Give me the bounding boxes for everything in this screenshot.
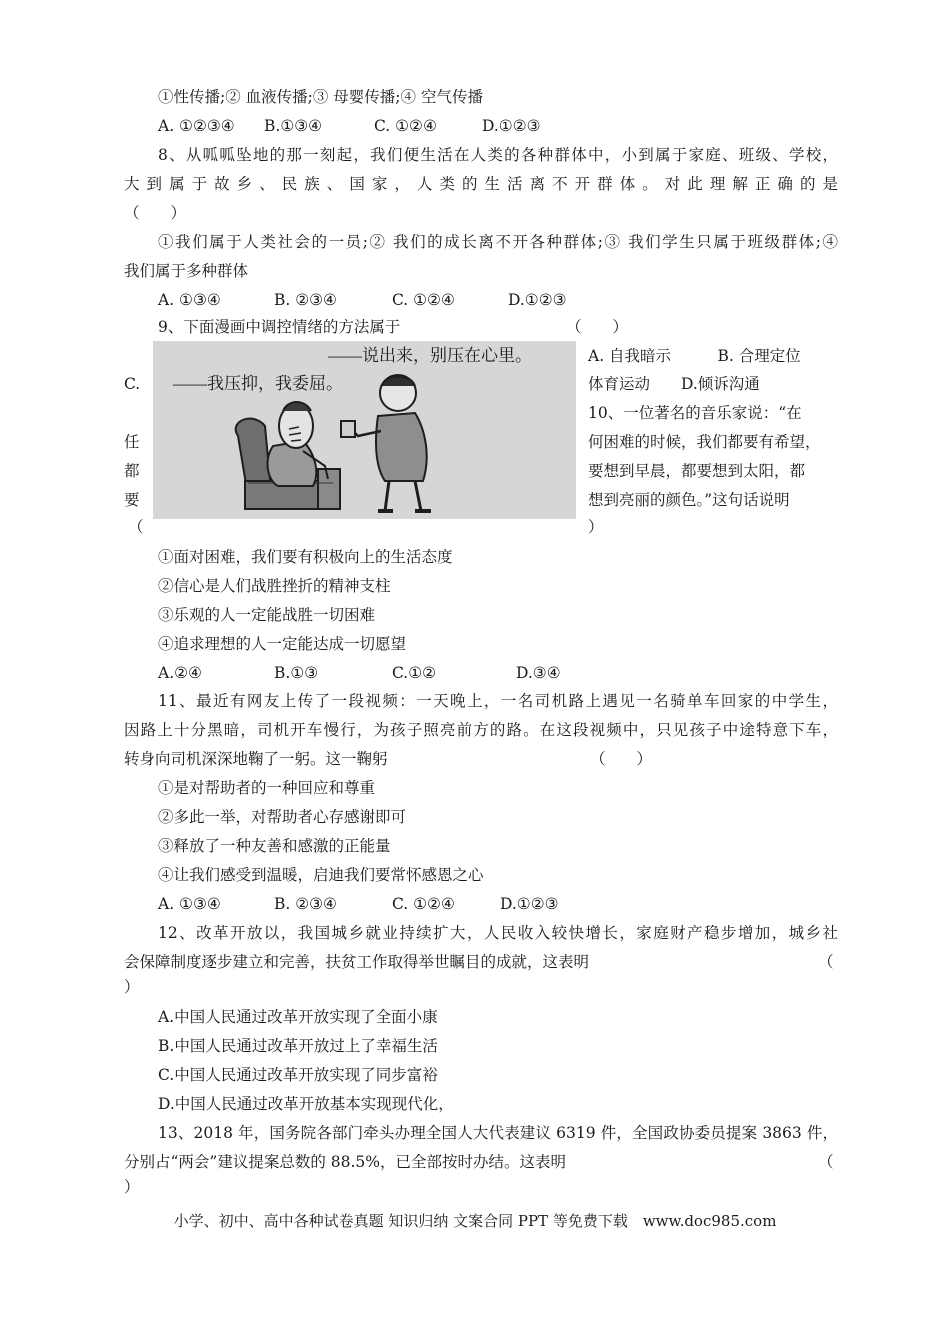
q10-item-3: ③乐观的人一定能战胜一切困难 [158,606,376,624]
q10-option-c[interactable]: C.①② [392,664,437,682]
q10-option-b[interactable]: B.①③ [274,664,319,682]
q9-speech-right: ——说出来，别压在心里。 [328,346,532,365]
q11-option-b[interactable]: B. ②③④ [274,895,337,913]
q11-item-4: ④让我们感受到温暖，启迪我们要常怀感恩之心 [158,866,484,884]
q12-option-d[interactable]: D.中国人民通过改革开放基本实现现代化， [158,1095,454,1113]
q11-stem-line2: 因路上十分黑暗，司机开车慢行，为孩子照亮前方的路。在这段视频中，只见孩子中途特意下车， [124,721,838,739]
q8-stem-line2: 大到属于故乡、民族、国家，人类的生活离不开群体。对此理解正确的是 [124,175,838,193]
q12-answer-paren-close[interactable]: ） [124,978,140,996]
q10-left-char-3: 要 [124,491,140,509]
q7-option-a[interactable]: A. ①②③④ [158,117,235,135]
q10-item-4: ④追求理想的人一定能达成一切愿望 [158,635,407,653]
q11-item-2: ②多此一举，对帮助者心存感谢即可 [158,808,407,826]
q12-stem-line1: 12、改革开放以，我国城乡就业持续扩大，人民收入较快增长，家庭财产稳步增加，城乡社 [158,924,838,942]
q10-option-d[interactable]: D.③④ [516,664,561,682]
q12-stem-line2: 会保障制度逐步建立和完善，扶贫工作取得举世瞩目的成就，这表明 [124,953,590,971]
q10-left-char-1: 任 [124,433,140,451]
q13-stem-line2: 分别占“两会”建议提案总数的 88.5%，已全部按时办结。这表明 [124,1153,567,1171]
q8-option-c[interactable]: C. ①②④ [392,291,455,309]
q11-answer-paren[interactable]: （ ） [590,750,653,768]
q9-options-line1[interactable]: A. 自我暗示 B. 合理定位 [588,347,801,365]
q11-option-a[interactable]: A. ①③④ [158,895,221,913]
q10-stem-line1: 10、一位著名的音乐家说：“在 [588,404,802,422]
q11-item-3: ③释放了一种友善和感激的正能量 [158,837,391,855]
q12-answer-paren-open[interactable]: （ [818,953,834,971]
q12-option-b[interactable]: B.中国人民通过改革开放过上了幸福生活 [158,1037,438,1055]
q12-option-a[interactable]: A.中国人民通过改革开放实现了全面小康 [158,1008,438,1026]
q7-option-c[interactable]: C. ①②④ [374,117,437,135]
q11-stem-line3: 转身向司机深深地鞠了一躬。这一鞠躬 [124,750,388,768]
page-footer: 小学、初中、高中各种试卷真题 知识归纳 文案合同 PPT 等免费下载 www.doc985.com [173,1212,777,1230]
q10-answer-paren-close[interactable]: ） [588,518,604,536]
q10-option-a[interactable]: A.②④ [158,664,202,682]
q11-option-d[interactable]: D.①②③ [500,895,559,913]
q10-item-2: ②信心是人们战胜挫折的精神支柱 [158,577,391,595]
q8-option-a[interactable]: A. ①③④ [158,291,221,309]
q9-options-line2[interactable]: 体育运动 D.倾诉沟通 [588,375,760,393]
q8-option-d[interactable]: D.①②③ [508,291,567,309]
q10-answer-paren-open[interactable]: （ [128,518,144,536]
q9-speech-left: ——我压抑，我委屈。 [173,374,343,393]
q13-answer-paren-close[interactable]: ） [124,1178,140,1196]
q12-option-c[interactable]: C.中国人民通过改革开放实现了同步富裕 [158,1066,438,1084]
q10-stem-line2: 何困难的时候，我们都要有希望， [588,433,821,451]
q13-answer-paren-open[interactable]: （ [818,1153,834,1171]
q9-stem: 9、下面漫画中调控情绪的方法属于 [158,318,401,336]
q9-cartoon-image [153,341,576,519]
q10-stem-line4: 想到亮丽的颜色。”这句话说明 [588,491,790,509]
q8-stem-line1: 8、从呱呱坠地的那一刻起，我们便生活在人类的各种群体中，小到属于家庭、班级、学校， [158,146,838,164]
q7-items: ①性传播;② 血液传播;③ 母婴传播;④ 空气传播 [158,88,483,106]
q11-item-1: ①是对帮助者的一种回应和尊重 [158,779,376,797]
q10-left-char-2: 都 [124,462,140,480]
q10-stem-line3: 要想到早晨，都要想到太阳，都 [588,462,806,480]
q7-option-b[interactable]: B.①③④ [264,117,323,135]
q7-option-d[interactable]: D.①②③ [482,117,541,135]
q8-answer-paren[interactable]: （ ） [124,204,187,222]
q11-option-c[interactable]: C. ①②④ [392,895,455,913]
q13-stem-line1: 13、2018 年，国务院各部门牵头办理全国人大代表建议 6319 件，全国政协委员提案 3863 件， [158,1124,838,1142]
q10-item-1: ①面对困难，我们要有积极向上的生活态度 [158,548,453,566]
q9-answer-paren[interactable]: （ ） [566,318,629,336]
q8-items-line1: ①我们属于人类社会的一员;② 我们的成长离不开各种群体;③ 我们学生只属于班级群体;④ [158,233,838,251]
q8-option-b[interactable]: B. ②③④ [274,291,337,309]
q11-stem-line1: 11、最近有网友上传了一段视频：一天晚上，一名司机路上遇见一名骑单车回家的中学生， [158,692,838,710]
q8-items-line2: 我们属于多种群体 [124,262,249,280]
q9-option-c-label: C. [124,375,141,393]
